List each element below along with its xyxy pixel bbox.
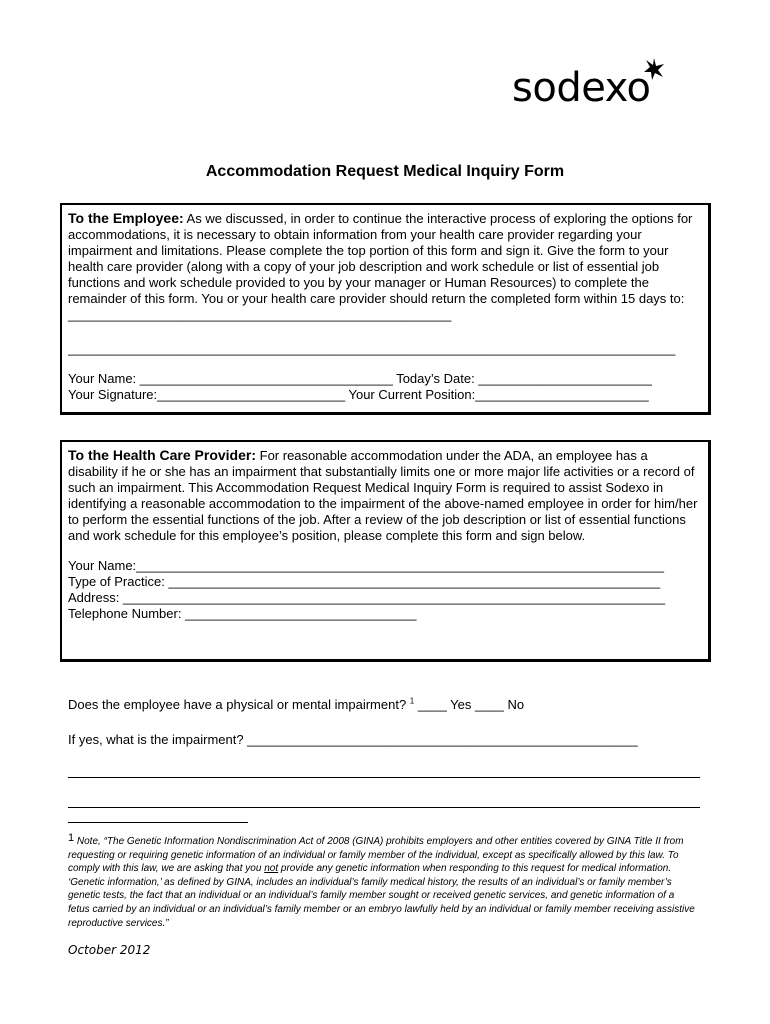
- employee-lead: To the Employee:: [68, 210, 184, 226]
- gina-footnote: [68, 832, 698, 930]
- impairment-description-line[interactable]: If yes, what is the impairment? ______________________________________________________: [68, 732, 638, 747]
- impairment-question-text: Does the employee have a physical or mental impairment?: [68, 697, 407, 712]
- star-icon: [643, 58, 665, 80]
- logo-wordmark: sodexo: [512, 65, 651, 111]
- employee-text: As we discussed, in order to continue the interactive process of exploring the options for accommodations, it is necessary to obtain information from your health care provider regarding your impairment and limitations. Please complete the top portion of this form and sign it. Give the form to your health care provider (along with a copy of your job description and work schedule or list of essential job functions and work schedule provided to you by your manager or Human Resources) to complete the remainder of this form. You or your health care provider should return the completed form within 15 days to: _____________________________________________________: [68, 211, 693, 322]
- provider-section: [60, 440, 711, 662]
- address-line[interactable]: Address: ___________________________________________________________________________: [68, 590, 666, 605]
- form-title: Accommodation Request Medical Inquiry Form: [205, 163, 565, 180]
- answer-line-2[interactable]: [68, 807, 700, 808]
- employee-name-date-line[interactable]: Your Name: ___________________________________ Today’s Date: ________________________: [68, 371, 652, 386]
- answer-line-1[interactable]: [68, 777, 700, 778]
- footer-date: October 2012: [68, 943, 151, 957]
- provider-text: For reasonable accommodation under the ADA, an employee has a disability if he or she has an impairment that substantially limits one or more major life activities or a record of such an impairment. This Accommodation Request Medical Inquiry Form is required to assist Sodexo in identifying a reasonable accommodation to the impairment of the above-named employee in order for him/her to perform the essential functions of the job. After a review of the job description or list of essential functions and work schedule for this employee’s position, please complete this form and sign below.: [68, 448, 698, 543]
- employee-section: [60, 203, 711, 415]
- provider-name-line[interactable]: Your Name:_________________________________________________________________________: [68, 558, 664, 573]
- provider-lead: To the Health Care Provider:: [68, 447, 257, 463]
- footnote-text-b: provide any genetic information when responding to this request for medical information. ‘Genetic information,’ as defined by GINA, includes an individual’s family medical history, the results of an individual’s or family member’s genetic tests, the fact that an individual or an individual’s family member sought or received genetic services, and genetic information of a fetus carried by an individual or an individual’s family member or an embryo lawfully held by an individual or family member receiving assistive reproductive services.”: [68, 863, 695, 929]
- sodexo-logo: [512, 58, 677, 118]
- yes-no-choice[interactable]: ____ Yes ____ No: [417, 697, 525, 712]
- employee-instructions: [68, 210, 700, 323]
- employee-signature-position-line[interactable]: Your Signature:__________________________ Your Current Position:________________________: [68, 387, 649, 402]
- return-address-line[interactable]: ____________________________________________________________________________________: [68, 341, 676, 356]
- footnote-ref: 1: [409, 696, 415, 706]
- impairment-question: [68, 697, 524, 713]
- footnote-text-a: Note, “The Genetic Information Nondiscrimination Act of 2008 (GINA) prohibits employers and other entities covered by GINA Title II from requesting or requiring genetic information of an individual or family member of the individual, except as specifically allowed by this law. To comply with this law, we are asking that you: [68, 836, 684, 875]
- telephone-line[interactable]: Telephone Number: ________________________________: [68, 606, 417, 621]
- footnote-number: 1: [68, 832, 75, 844]
- practice-type-line[interactable]: Type of Practice: ____________________________________________________________________: [68, 574, 661, 589]
- footnote-divider: [68, 822, 248, 823]
- footnote-not: not: [264, 863, 279, 875]
- provider-instructions: [68, 447, 700, 544]
